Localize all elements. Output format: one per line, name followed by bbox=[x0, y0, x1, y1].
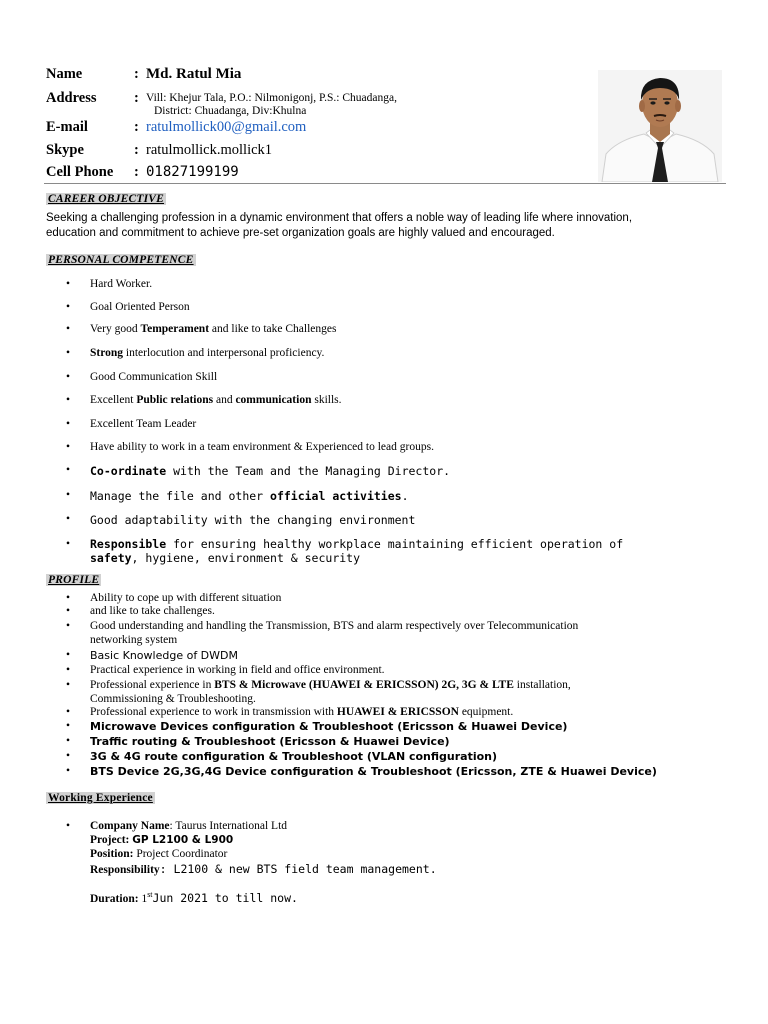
bullet-icon: • bbox=[66, 418, 71, 430]
career-objective-text bbox=[46, 211, 726, 241]
phone-label: Cell Phone bbox=[46, 164, 114, 180]
item-bold: HUAWEI & ERICSSON bbox=[336, 706, 459, 718]
bullet-icon: • bbox=[66, 538, 71, 550]
item-text: Professional experience in bbox=[90, 679, 215, 691]
colon: : bbox=[134, 119, 139, 135]
bullet-icon: • bbox=[66, 301, 71, 313]
item-text: Manage the file and other bbox=[90, 489, 271, 503]
company-line: Company Name: Taurus International Ltd bbox=[90, 820, 288, 832]
bullet-icon: • bbox=[66, 323, 71, 335]
item-bold: official activities bbox=[270, 489, 402, 503]
bullet-icon: • bbox=[66, 371, 71, 383]
item-text: with the Team and the Managing Director. bbox=[166, 464, 451, 478]
bullet-icon: • bbox=[66, 679, 71, 691]
bullet-icon: • bbox=[66, 820, 71, 832]
bullet-icon: • bbox=[66, 394, 71, 406]
header-divider bbox=[44, 183, 726, 184]
bullet-icon: • bbox=[66, 649, 71, 661]
project-line: Project: GP L2100 & L900 bbox=[90, 834, 234, 846]
item-text: equipment. bbox=[458, 706, 514, 718]
skype-value: ratulmollick.mollick1 bbox=[146, 142, 273, 158]
bullet-icon: • bbox=[66, 706, 71, 718]
item-text: Goal Oriented Person bbox=[90, 301, 190, 313]
item-bold: BTS & Microwave (HUAWEI & ERICSSON) 2G, 3G & LTE bbox=[214, 679, 514, 691]
bullet-icon: • bbox=[66, 620, 71, 632]
colon: : bbox=[134, 164, 139, 180]
address-line1: Vill: Khejur Tala, P.O.: Nilmonigonj, P.S.: Chuadanga, bbox=[146, 92, 397, 104]
item-text: , hygiene, environment & security bbox=[131, 551, 361, 565]
email-link[interactable]: ratulmollick00@gmail.com bbox=[146, 119, 307, 135]
colon: : bbox=[134, 90, 139, 106]
item-bold: communication bbox=[235, 394, 312, 406]
bullet-icon: • bbox=[66, 441, 71, 453]
address-label: Address bbox=[46, 90, 97, 106]
bullet-icon: • bbox=[66, 664, 71, 676]
item-bold: safety bbox=[90, 551, 132, 565]
address-line2: District: Chuadanga, Div:Khulna bbox=[154, 105, 307, 117]
profile-heading: PROFILE bbox=[48, 574, 100, 586]
bullet-icon: • bbox=[66, 735, 71, 747]
career-objective-heading: CAREER OBJECTIVE bbox=[48, 193, 165, 205]
bullet-icon: • bbox=[66, 278, 71, 290]
item-text: Good understanding and handling the Transmission, BTS and alarm respectively over Telecommunication bbox=[90, 620, 579, 632]
phone-value: 01827199199 bbox=[146, 164, 239, 180]
career-objective-line2: education and commitment to achieve pre-set organization goals are highly valued and encouraged. bbox=[46, 227, 555, 239]
skype-label: Skype bbox=[46, 142, 84, 158]
resume-page: Name : Md. Ratul Mia Address : Vill: Khejur Tala, P.O.: Nilmonigonj, P.S.: Chuadanga, District: Chuadanga, Div:Khulna E-mail : ratulmollick00@gmail.com Skype : ratulmollick.mollick1 Cell Phone : 01827199199 CAREER OBJECTIVE Seeking a challenging profession in a dynamic environment that offers a noble way of leading life where innovation, education and commitment to achieve pre-set organization goals are highly valued and encouraged. PERSONAL COMPETENCE • Hard Worker. • Goal Oriented Person • Very good Temperament and like to take Challenges • Strong interlocution and interpersonal proficiency. • Good Communication Skill • Excellent Public relations and communication skills. • Excellent Team Leader • Have ability to work in a team environment & Experienced to lead groups. • Co-ordinate with the Team and the Managing Director. • Manage the file and other official activities. • Good adaptability with the changing environment • Responsible for ensuring healthy workplace maintaining efficient operation of safety, hygiene, environment & security PROFILE • Ability to cope up with different situation • and like to take challenges. • Good understanding and handling the Transmission, BTS and alarm respectively over Telecommunication networking system • Basic Knowledge of DWDM • Practical experience in working in field and office environment. • Professional experience in BTS & Microwave (HUAWEI & ERICSSON) 2G, 3G & LTE installation, Commissioning & Troubleshooting. • Professional experience to work in transmission with HUAWEI & ERICSSON equipment. • Microwave Devices configuration & Troubleshoot (Ericsson & Huawei Device) • Traffic routing & Troubleshoot (Ericsson & Huawei Device) • 3G & 4G route configuration & Troubleshoot (VLAN configuration) • BTS Device 2G,3G,4G Device configuration & Troubleshoot (Ericsson, ZTE & Huawei Device) Working Experience • Company Name: Taurus International Ltd Project: GP L2100 & L900 Position: Project Coordinator Responsibility: L2100 & new BTS field team management. Duration: 1stJun 2021 to till now. bbox=[0, 0, 768, 1024]
item-text: skills. bbox=[311, 394, 342, 406]
item-bold: Temperament bbox=[140, 323, 210, 335]
item-text: Professional experience to work in transmission with bbox=[90, 706, 337, 718]
item-bold: Public relations bbox=[136, 394, 214, 406]
colon: : bbox=[134, 66, 139, 82]
item-text: networking system bbox=[90, 634, 178, 646]
responsibility-line: Responsibility: L2100 & new BTS field team management. bbox=[90, 862, 437, 876]
bullet-icon: • bbox=[66, 765, 71, 777]
item-text: Excellent Team Leader bbox=[90, 418, 197, 430]
item-text: for ensuring healthy workplace maintaining efficient operation of bbox=[166, 537, 624, 551]
bullet-icon: • bbox=[66, 720, 71, 732]
name-value: Md. Ratul Mia bbox=[146, 66, 242, 82]
item-text: Good Communication Skill bbox=[90, 371, 218, 383]
career-objective-line1: Seeking a challenging profession in a dynamic environment that offers a noble way of leading life where innovation, bbox=[46, 212, 633, 224]
bullet-icon: • bbox=[66, 489, 71, 501]
item-text: Hard Worker. bbox=[90, 278, 153, 290]
bullet-icon: • bbox=[66, 592, 71, 604]
bullet-icon: • bbox=[66, 750, 71, 762]
bullet-icon: • bbox=[66, 513, 71, 525]
person-portrait-icon bbox=[598, 70, 722, 182]
bullet-icon: • bbox=[66, 605, 71, 617]
item-text: Commissioning & Troubleshooting. bbox=[90, 693, 256, 705]
item-bold: Co-ordinate bbox=[90, 464, 167, 478]
bullet-icon: • bbox=[66, 464, 71, 476]
address-value bbox=[146, 92, 397, 118]
colon: : bbox=[134, 142, 139, 158]
item-text: Very good bbox=[90, 323, 141, 335]
item-bold: Strong bbox=[90, 347, 124, 359]
item-text: and bbox=[213, 394, 236, 406]
position-line: Position: Project Coordinator bbox=[90, 848, 228, 860]
item-text: interlocution and interpersonal proficiency. bbox=[123, 347, 325, 359]
bullet-icon: • bbox=[66, 347, 71, 359]
item-text: Have ability to work in a team environment & Experienced to lead groups. bbox=[90, 441, 434, 453]
item-bold: Responsible bbox=[90, 537, 167, 551]
item-text: and like to take Challenges bbox=[209, 323, 337, 335]
name-label: Name bbox=[46, 66, 83, 82]
item-text: Excellent bbox=[90, 394, 137, 406]
item-text: installation, bbox=[513, 679, 571, 691]
personal-competence-heading: PERSONAL COMPETENCE bbox=[48, 254, 194, 266]
item-text: . bbox=[401, 489, 409, 503]
item-text: Good adaptability with the changing environment bbox=[90, 513, 416, 527]
profile-photo bbox=[598, 70, 722, 182]
email-label: E-mail bbox=[46, 119, 88, 135]
duration-line: Duration: 1stJun 2021 to till now. bbox=[90, 890, 298, 905]
working-experience-heading: Working Experience bbox=[48, 792, 153, 804]
